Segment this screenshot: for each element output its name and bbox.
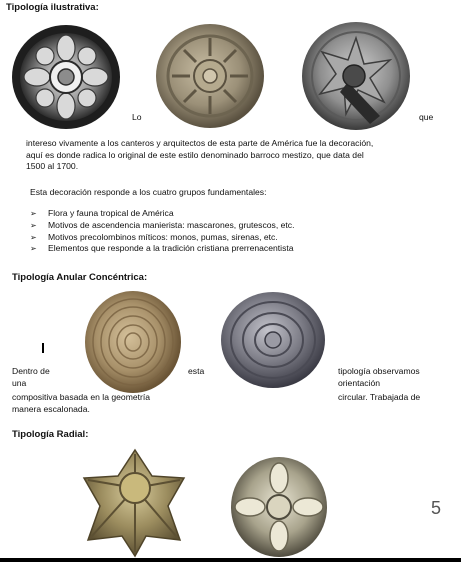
list-item: ➢ Elementos que responde a la tradición cristiana prerrenacentista [30,243,294,254]
intro-grupos: Esta decoración responde a los cuatro grupos fundamentales: [30,187,267,197]
image-radial-petal-cream [230,456,328,558]
list-grupos [30,208,450,255]
arrow-bullet-icon: ➢ [30,232,37,242]
image-rosette-bronze-sun [154,22,266,130]
caption-que: que [419,112,434,122]
arrow-bullet-icon: ➢ [30,220,37,230]
caption-lo: Lo [132,112,142,122]
list-item: ➢ Motivos de ascendencia manierista: mascarones, grutescos, etc. [30,219,295,230]
paragraph-line-1: intereso vivamente a los canteros y arquitectos de esta parte de América fue la decoración, [26,138,374,148]
arrow-bullet-icon: ➢ [30,209,37,218]
anular-col-1-line-4: manera escalonada. [12,404,90,414]
image-rosette-dark-floral [10,22,122,132]
image-concentric-brass [84,290,182,394]
image-concentric-steel [220,290,326,390]
anular-col-2-line-1: esta [188,366,205,376]
anular-col-3-line-2: orientación [338,378,381,388]
paragraph-line-2: aquí es donde radica lo original de este estilo denominado barroco mestizo, que data del [26,149,364,160]
page-bottom-rule [0,558,461,562]
image-rosette-star-knob [300,20,412,132]
anular-col-3-line-1: tipología observamos [338,366,420,376]
anular-col-1-line-1: Dentro de [12,366,50,376]
arrow-bullet-icon: ➢ [30,244,37,254]
page-number: 5 [431,498,442,518]
list-item: ➢ Motivos precolombinos míticos: monos, pumas, sirenas, etc. [30,231,278,242]
heading-tipologia-radial: Tipología Radial: [12,429,89,440]
paragraph-decoracion [26,138,456,173]
image-radial-star-bronze [82,448,188,558]
heading-tipologia-anular: Tipología Anular Concéntrica: [12,272,148,283]
anular-col-3-line-3: circular. Trabajada de [338,392,421,402]
anular-col-1-line-2: una [12,378,27,388]
list-item: ➢ Flora y fauna tropical de América [30,208,174,218]
heading-tipologia-ilustrativa: Tipología ilustrativa: [6,2,99,13]
text-cursor-mark [42,343,44,353]
anular-col-1-line-3: compositiva basada en la geometría [12,392,151,402]
paragraph-line-3: 1500 al 1700. [26,161,79,172]
